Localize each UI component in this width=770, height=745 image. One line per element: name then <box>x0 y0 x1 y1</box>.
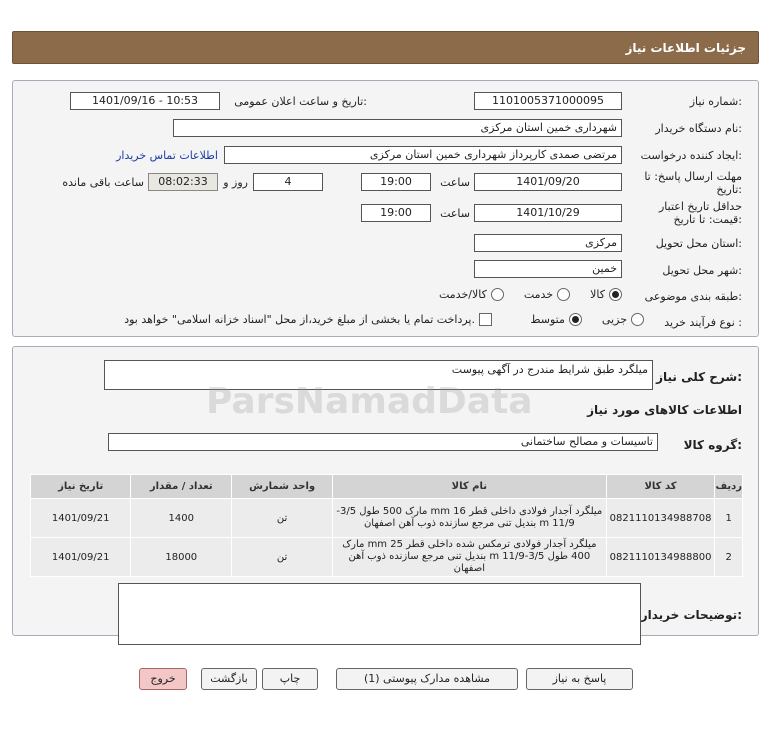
validity-label-line1: حداقل تاریخ اعتبار <box>658 200 742 213</box>
radio-selected-icon[interactable] <box>609 288 622 301</box>
need-number-label: شماره نیاز: <box>689 95 742 108</box>
cell-code: 0821110134988800 <box>606 538 715 577</box>
validity-date-field: 1401/10/29 <box>474 204 622 222</box>
checkbox-icon[interactable] <box>479 313 492 326</box>
treasury-payment-text: پرداخت تمام یا بخشی از مبلغ خرید،از محل "اسناد خزانه اسلامی" خواهد بود. <box>124 313 475 326</box>
creator-field: مرتضی صمدی کارپرداز شهرداری خمین استان مرکزی <box>224 146 622 164</box>
col-unit: واحد شمارش <box>232 475 333 499</box>
cell-code: 0821110134988708 <box>606 499 715 538</box>
category-label: طبقه بندی موضوعی: <box>644 290 742 303</box>
buyer-org-field: شهرداری خمین استان مرکزی <box>173 119 622 137</box>
cell-qty: 1400 <box>131 499 232 538</box>
process-option-minor[interactable]: جزیی <box>602 313 644 326</box>
buyer-notes-label: توضیحات خریدار: <box>640 608 742 622</box>
goods-table <box>30 474 743 577</box>
attachments-button[interactable]: مشاهده مدارک پیوستی (1) <box>336 668 518 690</box>
validity-hour-label: ساعت <box>440 207 470 220</box>
time-remaining-field: 08:02:33 <box>148 173 218 191</box>
city-label: شهر محل تحویل: <box>662 264 742 277</box>
goods-table-header <box>31 475 743 499</box>
summary-field: میلگرد طبق شرایط مندرج در آگهی پیوست <box>104 360 653 390</box>
radio-unselected-icon[interactable] <box>491 288 504 301</box>
table-row[interactable] <box>31 499 743 538</box>
goods-group-label: گروه کالا: <box>683 438 742 452</box>
cell-date: 1401/09/21 <box>31 538 131 577</box>
announce-label: تاریخ و ساعت اعلان عمومی: <box>234 95 367 108</box>
deadline-label-line2: تاریخ: <box>716 183 742 196</box>
col-qty: تعداد / مقدار <box>131 475 232 499</box>
deadline-hour-label: ساعت <box>440 176 470 189</box>
city-field: خمین <box>474 260 622 278</box>
col-row: ردیف <box>715 475 743 499</box>
process-option-medium[interactable]: متوسط <box>530 313 582 326</box>
buyer-notes-field <box>118 583 641 645</box>
goods-section-title: اطلاعات کالاهای مورد نیاز <box>587 403 742 417</box>
goods-group-field: تاسیسات و مصالح ساختمانی <box>108 433 658 451</box>
cell-row: 1 <box>715 499 743 538</box>
radio-unselected-icon[interactable] <box>557 288 570 301</box>
print-button[interactable]: چاپ <box>262 668 318 690</box>
col-name: نام کالا <box>333 475 607 499</box>
time-remaining-label: ساعت باقی مانده <box>62 176 144 189</box>
creator-label: ایجاد کننده درخواست: <box>640 149 742 162</box>
treasury-payment-option[interactable] <box>124 313 492 326</box>
cell-unit: تن <box>232 538 333 577</box>
days-remaining-field: 4 <box>253 173 323 191</box>
process-type-options <box>530 313 644 326</box>
exit-button[interactable]: خروج <box>139 668 187 690</box>
watermark-logo: ParsNamadData <box>206 381 533 422</box>
cell-row: 2 <box>715 538 743 577</box>
col-date: تاریخ نیاز <box>31 475 131 499</box>
process-type-label: نوع فرآیند خرید : <box>664 316 742 329</box>
days-label: روز و <box>223 176 248 189</box>
page-header <box>12 31 759 64</box>
province-label: استان محل تحویل: <box>655 237 742 250</box>
validity-label-line2: قیمت: تا تاریخ: <box>673 213 742 226</box>
deadline-label-line1: مهلت ارسال پاسخ: تا <box>644 170 742 183</box>
validity-time-field: 19:00 <box>361 204 431 222</box>
buyer-org-label: نام دستگاه خریدار: <box>655 122 742 135</box>
category-option-service[interactable]: خدمت <box>524 288 570 301</box>
radio-unselected-icon[interactable] <box>631 313 644 326</box>
deadline-date-field: 1401/09/20 <box>474 173 622 191</box>
need-number-field: 1101005371000095 <box>474 92 622 110</box>
category-option-goods[interactable]: کالا <box>590 288 622 301</box>
category-options <box>439 288 622 301</box>
summary-label: شرح کلی نیاز: <box>656 370 742 384</box>
announce-field: 1401/09/16 - 10:53 <box>70 92 220 110</box>
table-row[interactable] <box>31 538 743 577</box>
province-field: مرکزی <box>474 234 622 252</box>
deadline-time-field: 19:00 <box>361 173 431 191</box>
radio-selected-icon[interactable] <box>569 313 582 326</box>
cell-name: میلگرد آجدار فولادی داخلی قطر mm 16 مارک 500 طول 3/5- m 11/9 بندیل تنی مرجع سازنده ذوب آهن اصفهان <box>333 499 607 538</box>
cell-name: میلگرد آجدار فولادی ترمکس شده داخلی قطر mm 25 مارک 400 طول m 11/9-3/5 بندیل تنی مرجع سازنده ذوب آهن اصفهان <box>333 538 607 577</box>
cell-unit: تن <box>232 499 333 538</box>
reply-button[interactable]: پاسخ به نیاز <box>526 668 633 690</box>
back-button[interactable]: بازگشت <box>201 668 257 690</box>
category-option-goods-service[interactable]: کالا/خدمت <box>439 288 504 301</box>
cell-date: 1401/09/21 <box>31 499 131 538</box>
col-code: کد کالا <box>606 475 715 499</box>
page-title: جزئیات اطلاعات نیاز <box>625 41 746 55</box>
cell-qty: 18000 <box>131 538 232 577</box>
buyer-contact-link[interactable]: اطلاعات تماس خریدار <box>116 149 218 162</box>
